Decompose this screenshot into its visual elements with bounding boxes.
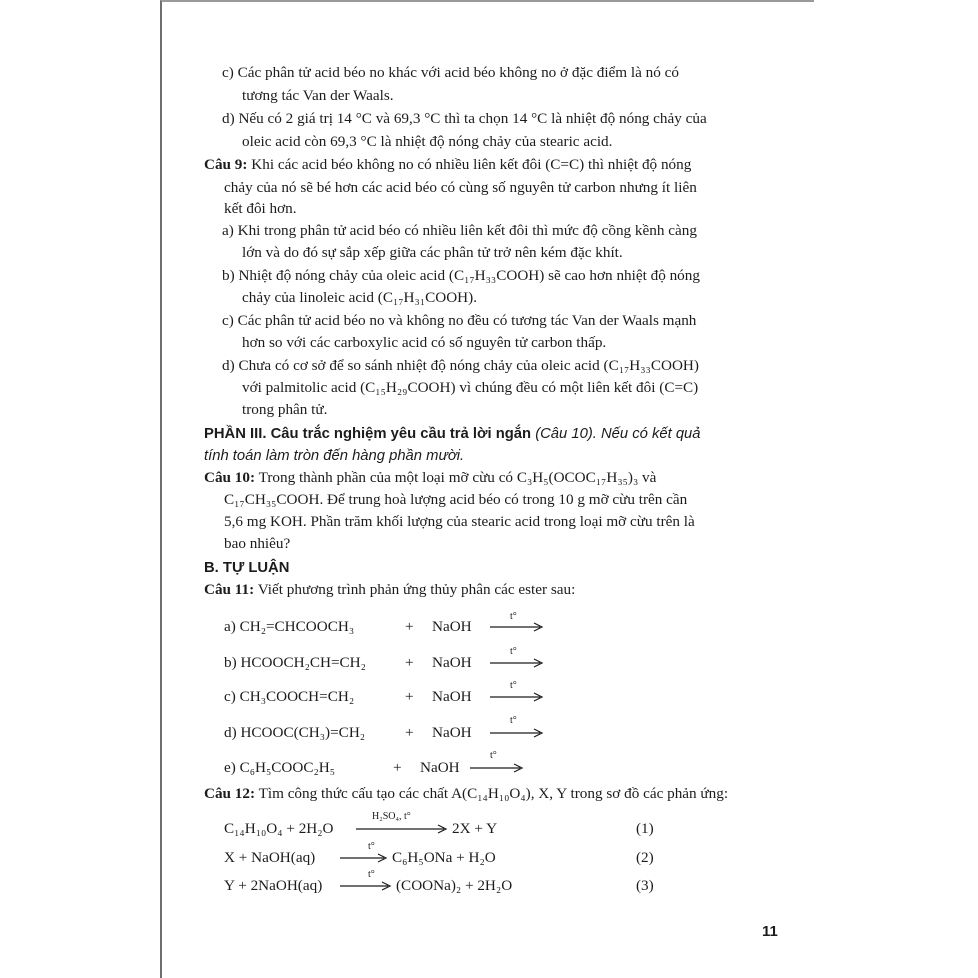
question-10-line2: C₁₇CH₃₅COOH. Để trung hoà lượng acid béo có trong 10 g mỡ cừu trên cần [224,491,688,508]
q9-statement-d-line2: với palmitolic acid (C₁₅H₂₉COOH) vì chúng đều có một liên kết đôi (C=C) [242,379,699,396]
part-3-note-line2: tính toán làm tròn đến hàng phần mười. [204,448,465,464]
page-number: 11 [762,923,778,940]
reaction-d-arrow-icon [490,728,544,738]
reaction-d-left: d) HCOOC(CH₃)=CH₂ [224,724,366,741]
question-10-line3: 5,6 mg KOH. Phần trăm khối lượng của stearic acid trong loại mỡ cừu trên là [224,513,695,530]
q9-statement-c-line1: c) Các phân tử acid béo no và không no đều có tương tác Van der Waals mạnh [222,312,697,329]
equation-1-left: C₁₄H₁₀O₄ + 2H₂O [224,820,334,837]
equation-1-condition: H₂SO₄, t° [372,811,411,822]
part-3-title: PHẦN III. Câu trắc nghiệm yêu cầu trả lời ngắn [204,426,532,442]
reaction-d-reagent: NaOH [432,724,472,741]
section-b-title: B. TỰ LUẬN [204,560,290,576]
equation-3-number: (3) [636,877,654,894]
reaction-a-condition: t° [510,611,517,622]
part-3-note: (Câu 10). Nếu có kết quả [531,426,701,442]
equation-3-condition: t° [368,869,375,880]
question-9 [204,155,691,175]
statement-d-line1: d) Nếu có 2 giá trị 14 °C và 69,3 °C thì ta chọn 14 °C là nhiệt độ nóng chảy của [222,110,707,127]
equation-1-number: (1) [636,820,654,837]
equation-1-arrow-icon [356,824,448,834]
equation-2-right: C₆H₅ONa + H₂O [392,849,496,866]
reaction-c-condition: t° [510,680,517,691]
equation-2-left: X + NaOH(aq) [224,849,316,866]
reaction-d-condition: t° [510,715,517,726]
reaction-b-arrow-icon [490,658,544,668]
equation-1-right: 2X + Y [452,820,498,837]
reaction-e-reagent: NaOH [420,759,460,776]
reaction-b-condition: t° [510,646,517,657]
reaction-c-left: c) CH₃COOCH=CH₂ [224,688,355,705]
question-10 [204,468,656,488]
question-12-label: Câu 12: [204,785,256,802]
reaction-e-left: e) C₆H₅COOC₂H₅ [224,759,336,776]
equation-3-left: Y + 2NaOH(aq) [224,877,323,894]
question-11-stem: Viết phương trình phản ứng thủy phân các ester sau: [254,581,576,598]
q9-statement-a-line1: a) Khi trong phân tử acid béo có nhiều liên kết đôi thì mức độ cồng kềnh càng [222,222,697,239]
statement-c-line1: c) Các phân tử acid béo no khác với acid béo không no ở đặc điểm là nó có [222,64,679,81]
question-9-label: Câu 9: [204,156,248,173]
q9-statement-a-line2: lớn và do đó sự sắp xếp giữa các phân tử trở nên kém đặc khít. [242,244,623,261]
reaction-d-plus: + [405,724,414,741]
question-9-stem: Khi các acid béo không no có nhiều liên kết đôi (C=C) thì nhiệt độ nóng [247,156,692,173]
reaction-e-condition: t° [490,750,497,761]
question-10-line1: Trong thành phần của một loại mỡ cừu có C₃H₅(OCOC₁₇H₃₅)₃ và [255,469,657,486]
q9-statement-c-line2: hơn so với các carboxylic acid có số nguyên tử carbon thấp. [242,334,607,351]
reaction-e-plus: + [393,759,402,776]
question-12 [204,784,728,804]
reaction-b-plus: + [405,654,414,671]
reaction-e-arrow-icon [470,763,524,773]
statement-d-line2: oleic acid còn 69,3 °C là nhiệt độ nóng chảy của stearic acid. [242,133,613,150]
question-9-stem-line3: kết đôi hơn. [224,200,297,217]
part-3-heading [204,424,701,444]
reaction-c-plus: + [405,688,414,705]
reaction-a-arrow-icon [490,622,544,632]
reaction-a-plus: + [405,618,414,635]
question-10-label: Câu 10: [204,469,256,486]
equation-2-arrow-icon [340,853,388,863]
statement-c-line2: tương tác Van der Waals. [242,87,394,104]
equation-3-arrow-icon [340,881,392,891]
question-9-stem-line2: chảy của nó sẽ bé hơn các acid béo có cùng số nguyên tử carbon nhưng ít liên [224,179,697,196]
reaction-a-reagent: NaOH [432,618,472,635]
equation-3-right: (COONa)₂ + 2H₂O [396,877,513,894]
reaction-b-reagent: NaOH [432,654,472,671]
question-11 [204,580,575,600]
reaction-c-reagent: NaOH [432,688,472,705]
equation-2-number: (2) [636,849,654,866]
reaction-c-arrow-icon [490,692,544,702]
q9-statement-b-line1: b) Nhiệt độ nóng chảy của oleic acid (C₁₇H₃₃COOH) sẽ cao hơn nhiệt độ nóng [222,267,700,284]
question-10-line4: bao nhiêu? [224,535,291,552]
q9-statement-b-line2: chảy của linoleic acid (C₁₇H₃₁COOH). [242,289,477,306]
q9-statement-d-line1: d) Chưa có cơ sở để so sánh nhiệt độ nóng chảy của oleic acid (C₁₇H₃₃COOH) [222,357,699,374]
equation-2-condition: t° [368,841,375,852]
reaction-a-left: a) CH₂=CHCOOCH₃ [224,618,355,635]
question-12-stem: Tìm công thức cấu tạo các chất A(C₁₄H₁₀O₄), X, Y trong sơ đồ các phản ứng: [255,785,729,802]
question-11-label: Câu 11: [204,581,255,598]
reaction-b-left: b) HCOOCH₂CH=CH₂ [224,654,366,671]
q9-statement-d-line3: trong phân tử. [242,401,328,418]
